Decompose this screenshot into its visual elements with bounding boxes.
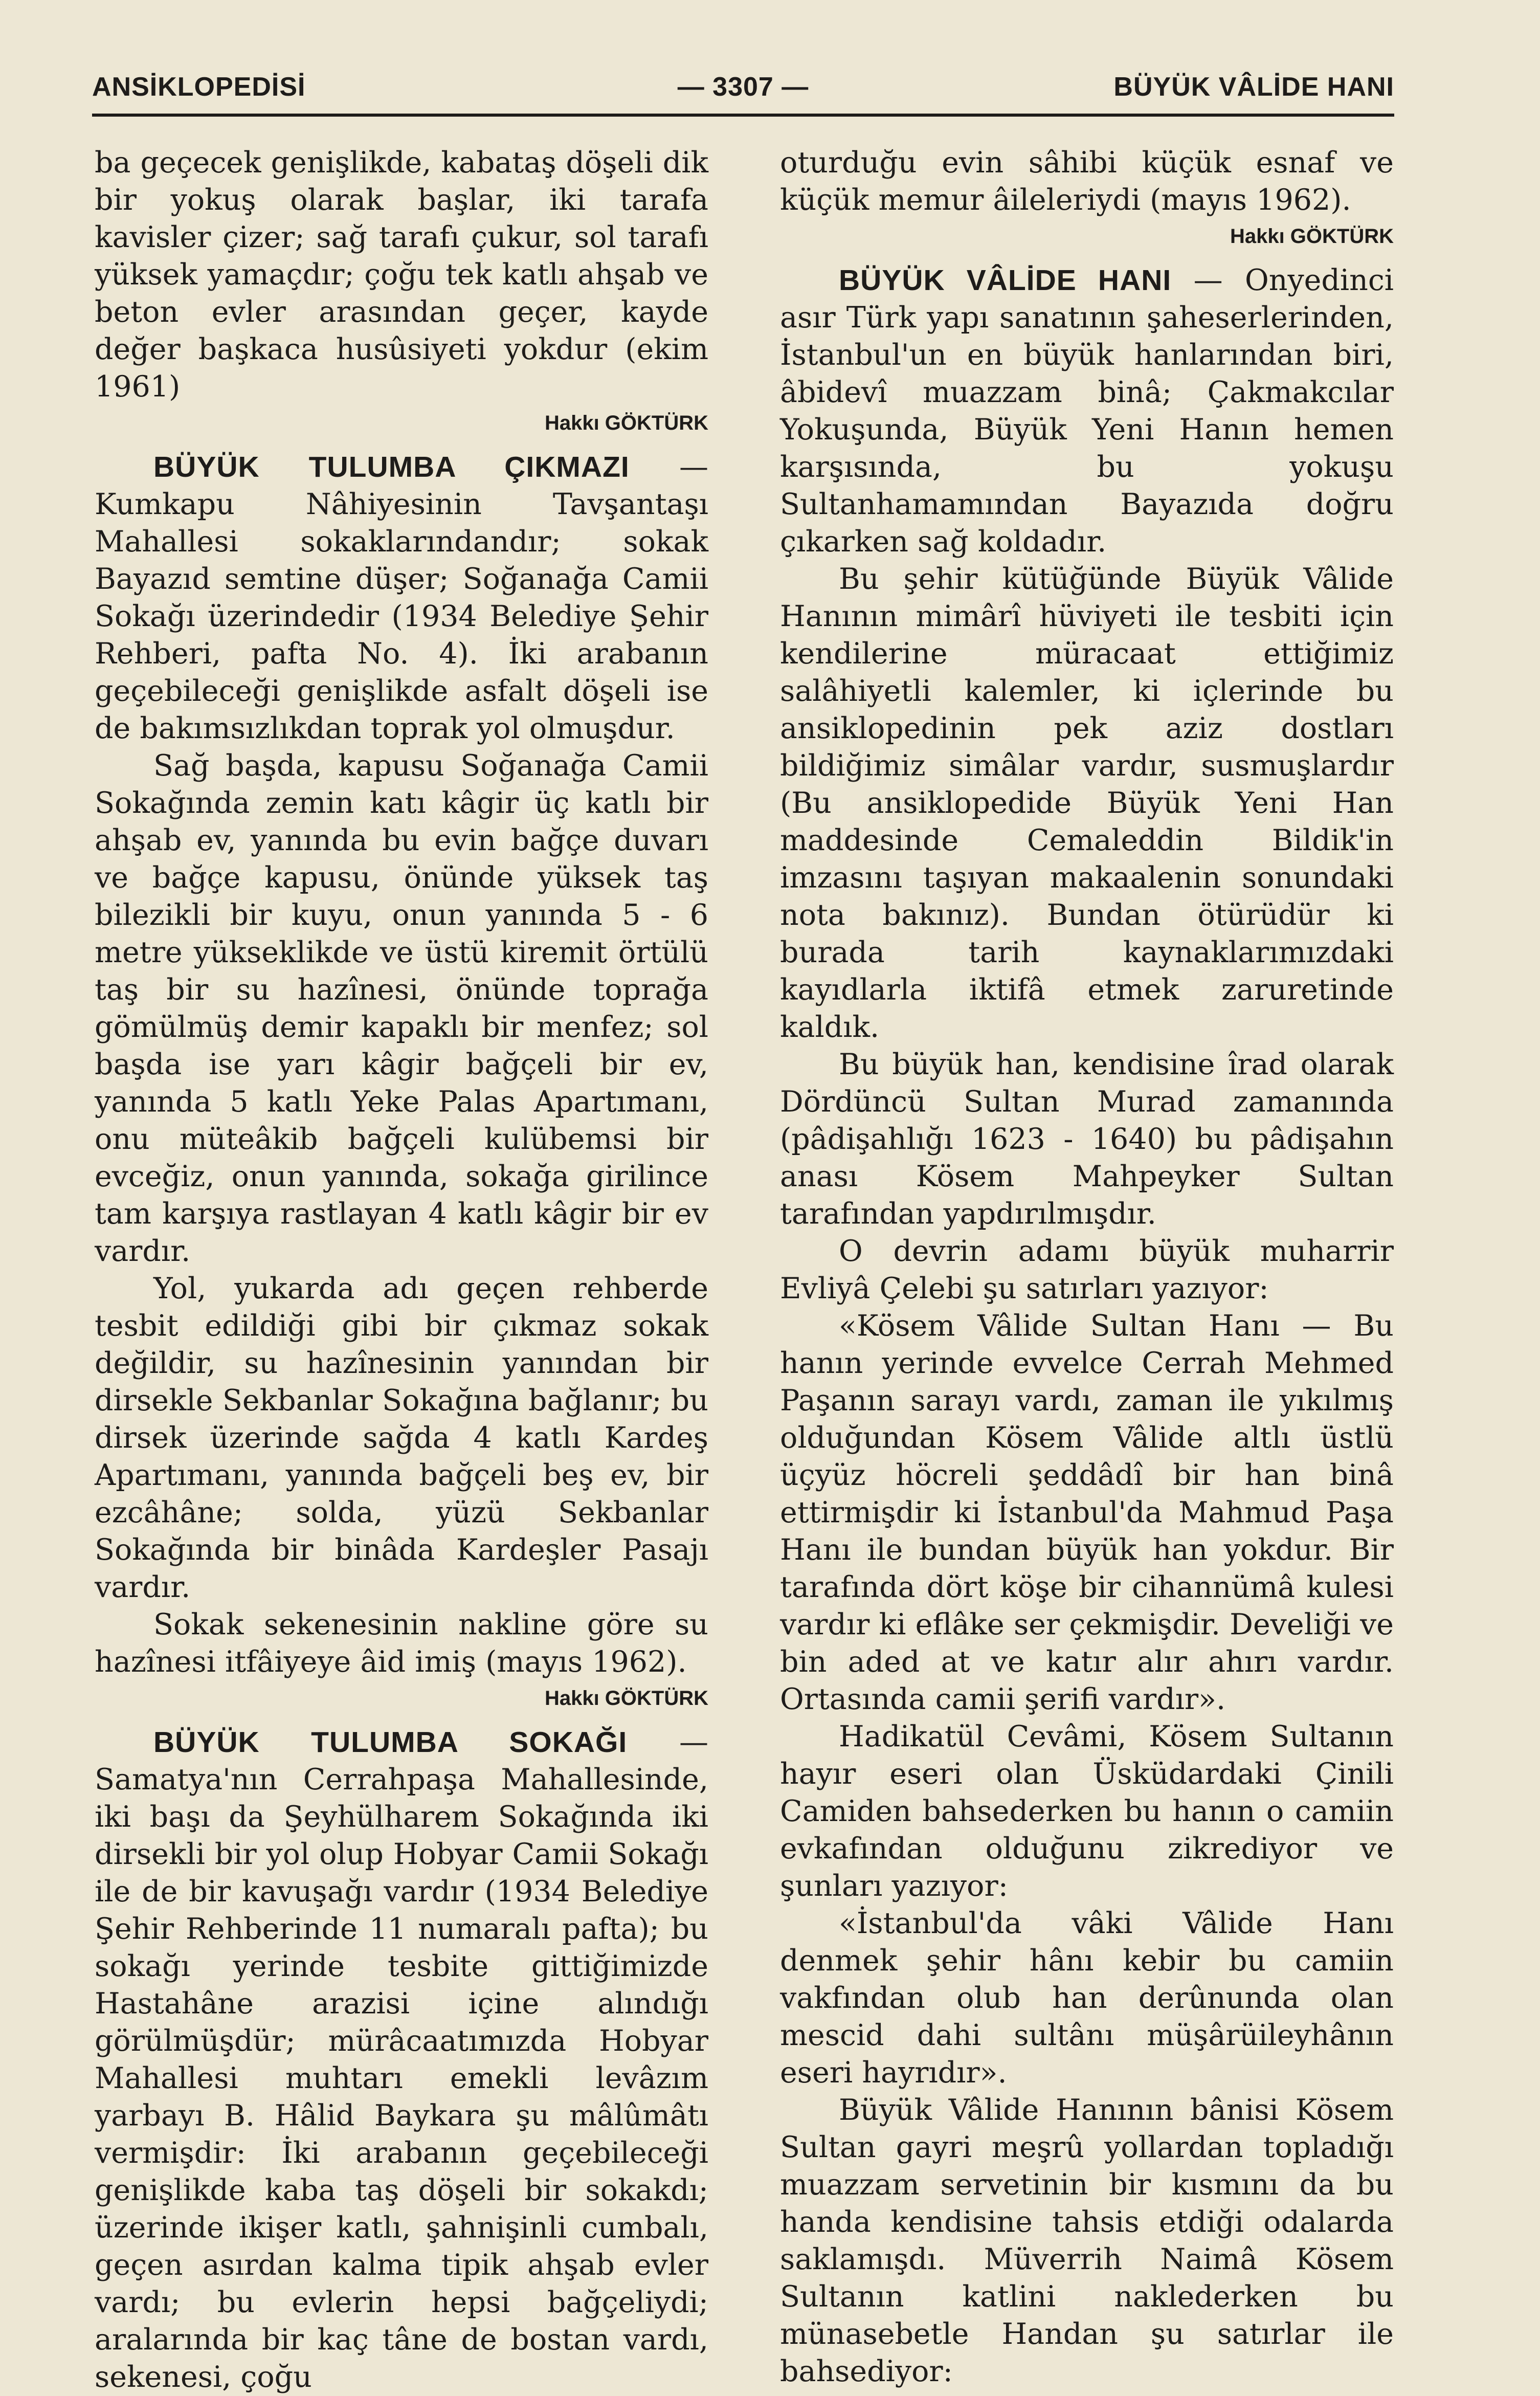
entry-text: — Samatya'nın Cerrahpaşa Mahallesinde, iki başı da Şeyhülharem Sokağında iki dirsekli bir yol olup Hobyar Camii Sokağı ile de bir kavuşağı vardır (1934 Belediye Şehir Rehberinde 11 numaralı pafta); bu sokağı yerinde tesbite gittiğimizde Hastahâne arazisi içine alındığı görülmüşdür; mürâcaatımızda Hobyar Mahallesi muhtarı emekli levâzım yarbayı B. Hâlid Baykara şu mâlûmâtı vermişdir: İki arabanın geçebileceği genişlikde kaba taş döşeli bir sokakdı; üzerinde ikişer katlı, şahnişinli cumbalı, geçen asırdan kalma tipik ahşab evler vardı; bu evlerin hepsi bağçeliydi; aralarında bir kaç tâne de bostan vardı, sekenesi, çoğu: [95, 1725, 708, 2394]
left-column: [95, 144, 708, 2396]
paragraph: Sokak sekenesinin nakline göre su hazînesi itfâiyeye âid imiş (mayıs 1962).: [95, 1608, 708, 1679]
quote-paragraph: «İstanbul'da vâki Vâlide Hanı denmek şehir hânı kebir bu camiin vakfından olub han derûnunda olan mescid dahi sultânı müşârüileyhânın eseri hayrıdır».: [780, 1906, 1394, 2090]
paragraph: ba geçecek genişlikde, kabataş döşeli dik bir yokuş olarak başlar, iki tarafa kavisler çizer; sağ tarafı çukur, sol tarafı yüksek yamaçdır; çoğu tek katlı ahşab ve beton evler arasından geçer, kayde değer başkaca husûsiyeti yokdur (ekim 1961): [95, 146, 708, 404]
paragraph: O devrin adamı büyük muharrir Evliyâ Çelebi şu satırları yazıyor:: [780, 1234, 1394, 1305]
header-right: BÜYÜK VÂLİDE HANI: [1113, 72, 1394, 102]
paragraph: Büyük Vâlide Hanının bânisi Kösem Sultan gayri meşrû yollardan topladığı muazzam servetinin bir kısmını da bu handa kendisine tahsis etdiği odalarda saklamışdı. Müverrih Naimâ Kösem Sultanın katlini naklederken bu münasebetle Handan şu satırlar ile bahsediyor:: [780, 2093, 1394, 2388]
entry-paragraph: [95, 1724, 708, 2396]
entry-paragraph: [95, 449, 708, 747]
paragraph: Bu büyük han, kendisine îrad olarak Dördüncü Sultan Murad zamanında (pâdişahlığı 1623 - 1640) bu pâdişahın anası Kösem Mahpeyker Sultan tarafından yapdırılmışdır.: [780, 1048, 1394, 1231]
running-header: [92, 72, 1394, 108]
paragraph: oturduğu evin sâhibi küçük esnaf ve küçük memur âileleriydi (mayıs 1962).: [780, 146, 1394, 217]
entry-paragraph: [780, 262, 1394, 561]
entry-text: — Kumkapu Nâhiyesinin Tavşantaşı Mahallesi sokaklarındandır; sokak Bayazıd semtine düşer; Soğanağa Camii Sokağı üzerindedir (1934 Belediye Şehir Rehberi, pafta No. 4). İki arabanın geçebileceği genişlikde asfalt döşeli ise de bakımsızlıkdan toprak yol olmuşdur.: [95, 450, 709, 745]
page-number: — 3307 —: [677, 72, 809, 102]
entry-heading: BÜYÜK TULUMBA SOKAĞI: [153, 1726, 628, 1759]
paragraph: Sağ başda, kapusu Soğanağa Camii Sokağında zemin katı kâgir üç katlı bir ahşab ev, yanında bu evin bağçe duvarı ve bağçe kapusu, önünde yüksek taş bilezikli bir kuyu, onun yanında 5 - 6 metre yükseklikde ve üstü kiremit örtülü taş bir su hazînesi, önünde toprağa gömülmüş demir kapaklı bir menfez; sol başda ise yarı kâgir bağçeli bir ev, yanında 5 katlı Yeke Palas Apartımanı, onu müteâkib bağçeli kulübemsi bir evceğiz, onun yanında, sokağa girilince tam karşıya rastlayan 4 katlı kâgir bir ev vardır.: [95, 749, 708, 1268]
header-left: ANSİKLOPEDİSİ: [92, 72, 306, 102]
author-signature: Hakkı GÖKTÜRK: [544, 412, 708, 434]
paragraph: Hadikatül Cevâmi, Kösem Sultanın hayır eseri olan Üsküdardaki Çinili Camiden bahsederken bu hanın o camiin evkafından olduğunu zikrediyor ve şunları yazıyor:: [780, 1720, 1394, 1903]
author-signature: Hakkı GÖKTÜRK: [1230, 225, 1394, 248]
entry-text: — Onyedinci asır Türk yapı sanatının şaheserlerinden, İstanbul'un en büyük hanlarından biri, âbidevî muazzam binâ; Çakmakcılar Yokuşunda, Büyük Yeni Hanın hemen karşısında, bu yokuşu Sultanhamamından Bayazıda doğru çıkarken sağ koldadır.: [780, 263, 1394, 559]
entry-heading: BÜYÜK VÂLİDE HANI: [839, 264, 1172, 297]
author-signature: Hakkı GÖKTÜRK: [544, 1687, 708, 1710]
paragraph: Yol, yukarda adı geçen rehberde tesbit edildiği gibi bir çıkmaz sokak değildir, su hazînesinin yanından bir dirsekle Sekbanlar Sokağına bağlanır; bu dirsek üzerinde sağda 4 katlı Kardeş Apartımanı, yanında bağçeli beş ev, bir ezcâhâne; solda, yüzü Sekbanlar Sokağında bir binâda Kardeşler Pasajı vardır.: [95, 1272, 708, 1604]
header-rule: [92, 114, 1394, 117]
entry-heading: BÜYÜK TULUMBA ÇIKMAZI: [153, 451, 630, 483]
paragraph: Bu şehir kütüğünde Büyük Vâlide Hanının mimârî hüviyeti ile tesbiti için kendilerine müracaat ettiğimiz salâhiyetli kalemler, ki içlerinde bu ansiklopedinin pek aziz dostları bildiğimiz simâlar vardır, susmuşlardır (Bu ansiklopedide Büyük Yeni Han maddesinde Cemaleddin Bildik'in imzasını taşıyan makaalenin sonundaki nota bakınız). Bundan ötürüdür ki burada tarih kaynaklarımızdaki kayıdlarla iktifâ etmek zaruretinde kaldık.: [780, 562, 1394, 1044]
right-column: [780, 144, 1394, 2390]
quote-paragraph: «Kösem Vâlide Sultan Hanı — Bu hanın yerinde evvelce Cerrah Mehmed Paşanın sarayı vardı, zaman ile yıkılmış olduğundan Kösem Vâlide altlı üstlü üçyüz höcreli şeddâdî bir han binâ ettirmişdir ki İstanbul'da Mahmud Paşa Hanı ile bundan büyük han yokdur. Bir tarafında dört köşe bir cihannümâ kulesi vardır ki eflâke ser çekmişdir. Develiği ve bin aded at ve katır alır ahırı vardır. Ortasında camii şerifi vardır».: [780, 1309, 1394, 1716]
